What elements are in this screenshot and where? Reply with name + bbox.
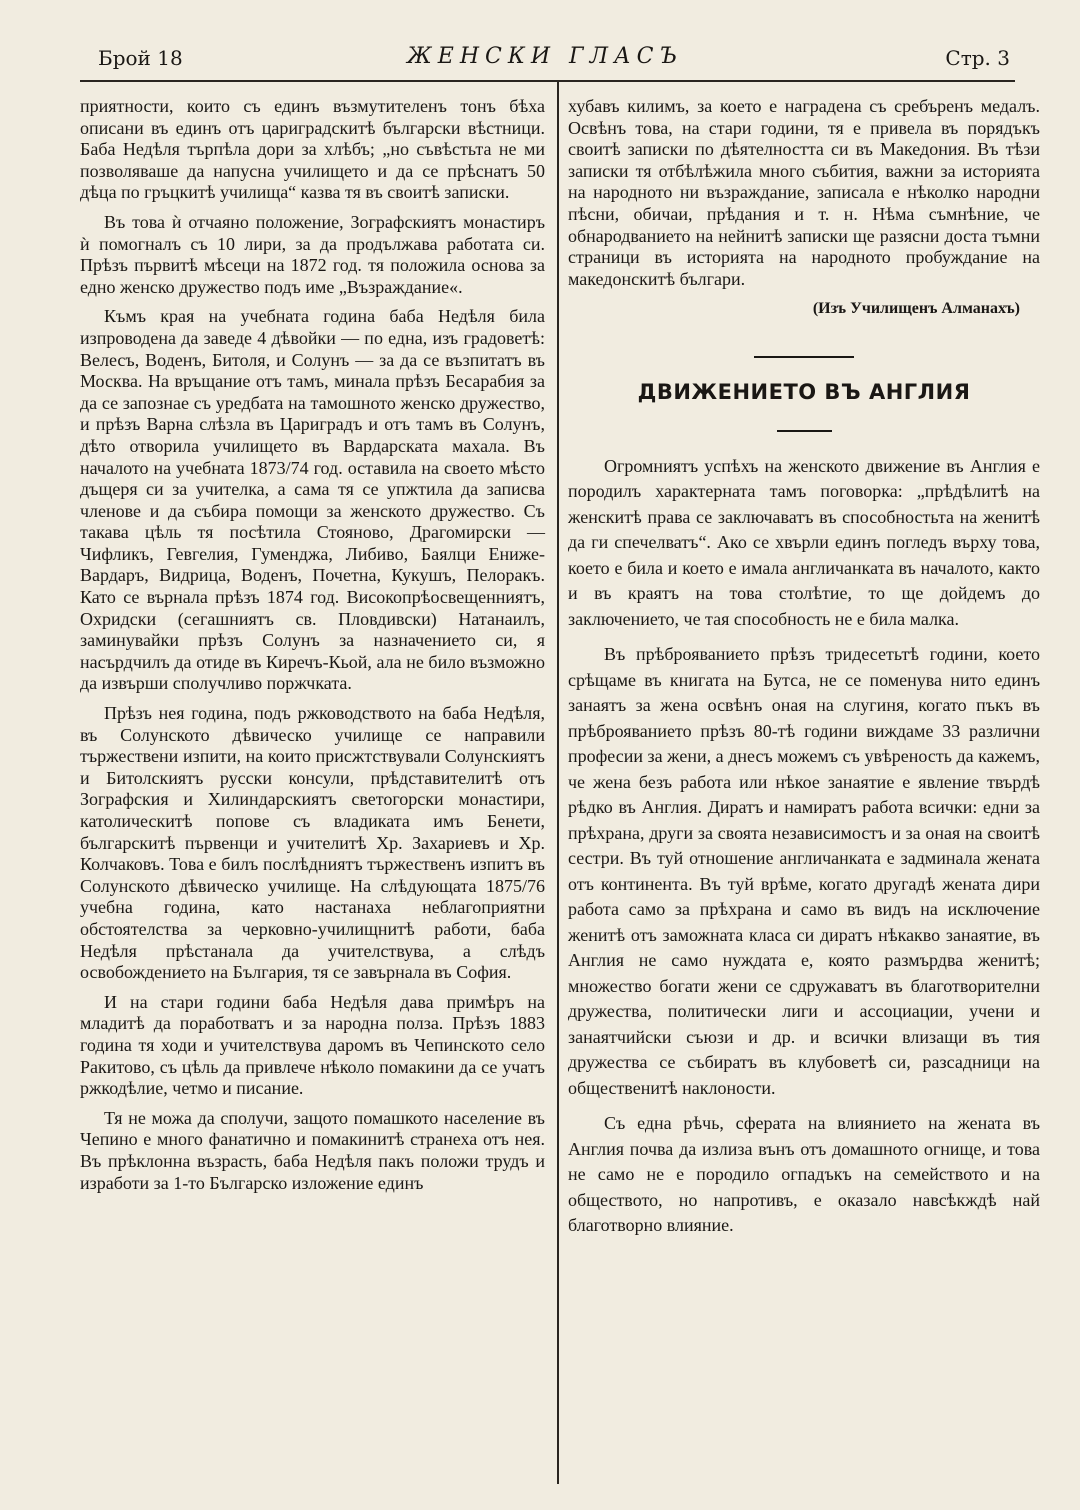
left-column	[80, 96, 545, 1202]
page-number: Стр. 3	[945, 46, 1010, 70]
left-paragraph-3: Къмъ края на учебната година баба Недѣля била изпроводена да заведе 4 дѣвойки — по една, изъ градоветѣ: Велесъ, Воденъ, Битоля, и Солунъ — за да се възпитатъ въ Москва. На връщание отъ тамъ, минала прѣзъ Бесарабия за да се запознае съ уредбата на тамошното женско дружество, и прѣзъ Варна слѣзла въ Цариградъ и отъ тамъ въ Солунъ, дѣто отворила училището въ Вардарската махала. Въ началото на учебната 1873/74 год. оставила на своето мѣсто дъщеря си за учителка, а сама тя се упжтила да записва членове и да събира помощи за женското дружество. Съ такава цѣль тя посѣтила Стояново, Драгомирски — Чифликъ, Гевгелия, Гуменджа, Либиво, Баялци Ениже-Вардаръ, Видрица, Воденъ, Почетна, Кукушъ, Пелоракъ. Като се върнала прѣзъ 1874 год. Високопрѣосвещенниятъ, Охридски (сегашниятъ св. Пловдивски) Натанаилъ, заминувайки прѣзъ Солунъ за назначението си, я насърдчилъ да отиде въ Киречъ-Кьой, ала не било възможно да извърши сполучливо поржчката.	[80, 306, 545, 694]
left-paragraph-4: Прѣзъ нея година, подъ ржководството на баба Недѣля, въ Солунското дѣвическо училище се направили тържествени изпити, на които присжтствували Солунскиятъ и Битолскиятъ русски консули, прѣдставителитѣ отъ Зографския и Хилиндарскиятъ светогорски монастири, католическитѣ попове съ владиката имъ Бенети, българскитѣ първенци и учителитѣ Хр. Захариевъ и Хр. Колчаковъ. Това е билъ послѣдниятъ тържественъ изпитъ въ Солунското дѣвическо училище. На слѣдующата 1875/76 учебна година, като настанаха неблагоприятни обстоятелства за черковно-училищнитѣ работи, баба Недѣля прѣстанала да учителствува, а слѣдъ освобождението на България, тя се завърнала въ София.	[80, 703, 545, 983]
article-paragraph-2: Въ прѣброяванието прѣзъ тридесетьтѣ години, което срѣщаме въ книгата на Бутса, не се поменува нито единъ занаятъ за жена освѣнъ оная на слугиня, когато пъкъ въ прѣброяванието прѣзъ 80-тѣ години виждаме 33 различни професии за жени, а днесъ можемъ съ увѣреность да кажемъ, че жена безъ работа или нѣкое занаятие е явление твърдѣ рѣдко въ Англия. Диратъ и намиратъ работа всички: едни за прѣхрана, други за своята независимостъ и за оная на своитѣ сестри. Въ туй отношение англичанката е задминала жената отъ континента. Въ туй врѣме, когато другадѣ жената дири работа само за прѣхрана и само въ видъ на исключение женитѣ отъ заможната класа си диратъ нѣкакво занаятие, въ Англия не само нуждата е, която размърдва женитѣ; множество богати жени се сдружаватъ въ благотворителни дружества, политически лиги и ассоциации, учени и занаятчийски съюзи и др. и всички влизащи въ тия дружества се събиратъ въ клубоветѣ си, разсадници на общественитѣ наклоности.	[568, 644, 1040, 1098]
article-body	[568, 454, 1040, 1239]
left-paragraph-5: И на стари години баба Недѣля дава примѣръ на младитѣ да поработватъ и за народна полза. Прѣзъ 1883 година тя ходи и учителствува даромъ въ Чепинското село Ракитово, съ цѣль да привлече нѣколо помакини да се учатъ ржкодѣлие, четмо и писание.	[80, 991, 545, 1099]
article-paragraph-3: Съ една рѣчь, сферата на влиянието на жената въ Англия почва да излиза вънъ отъ домашното огнище, и това не само не е породило огпадъкъ на семейството и на обществото, но напротивъ, е оказало навсѣкждѣ най благотворно влияние.	[568, 1113, 1040, 1236]
newspaper-title: ЖЕНСКИ ГЛАСЪ	[407, 44, 683, 69]
left-paragraph-2: Въ това ѝ отчаяно положение, Зографскиятъ монастиръ ѝ помогналъ съ 10 лири, за да продължава работата си. Прѣзъ първитѣ мѣсеци на 1872 год. тя положила основа за едно женско дружество подъ име „Възраждание«.	[80, 211, 545, 297]
column-divider	[557, 82, 559, 1484]
article-title: ДВИЖЕНИЕТО ВЪ АНГЛИЯ	[637, 379, 971, 404]
issue-number: Брой 18	[98, 46, 183, 70]
page-header	[80, 38, 1010, 78]
header-rule	[80, 80, 1015, 82]
article-paragraph-1: Огромниятъ успѣхъ на женското движение въ Англия е породилъ характерната тамъ поговорка: „прѣдѣлитѣ на женскитѣ права се заключаватъ въ способностьта на женитѣ да ги спечелватъ“. Ако се хвърли единъ погледъ върху това, което е била и което е имала англичанката въ началото, както и въ краятъ на това столѣтие, то ще дойдемъ до заключението, че тая способность не е била малка.	[568, 455, 1040, 629]
section-separator	[754, 356, 854, 358]
left-paragraph-1: приятности, които съ единъ възмутителенъ тонъ бѣха описани въ единъ отъ цариградскитѣ български вѣстници. Баба Недѣля търпѣла дори за хлѣбъ; „но съвѣстьта не ми позволяваше да напусна училището и да се прѣснатъ 50 дѣца по гръцкитѣ училища“ казва тя въ своитѣ записки.	[80, 96, 545, 203]
left-paragraph-6: Тя не можа да сполучи, защото помашкото население въ Чепино е много фанатично и помакинитѣ странеха отъ нея. Въ прѣклонна възрасть, баба Недѣля пакъ положи трудъ и изработи за 1-то Българско изложение единъ	[80, 1107, 545, 1193]
right-column	[568, 96, 1040, 1249]
title-underline	[777, 430, 832, 432]
continuation-paragraph: хубавъ килимъ, за което е наградена съ сребъренъ медалъ. Освѣнъ това, на стари години, тя е привела въ порядъкъ своитѣ записки по дѣятелността си въ Македония. Въ тѣзи записки тя отбѣлѣжила много събития, важни за историята на народното ни възраждание, записала е нѣколко народни пѣсни, обичаи, прѣдания и т. н. Нѣма съмнѣние, че обнародванието на нейнитѣ записки ще разясни доста тъмни страници въ историята на народното пробуждание на македонскитѣ българи.	[568, 96, 1040, 289]
source-attribution: (Изъ Училищенъ Алманахъ)	[812, 300, 1020, 318]
